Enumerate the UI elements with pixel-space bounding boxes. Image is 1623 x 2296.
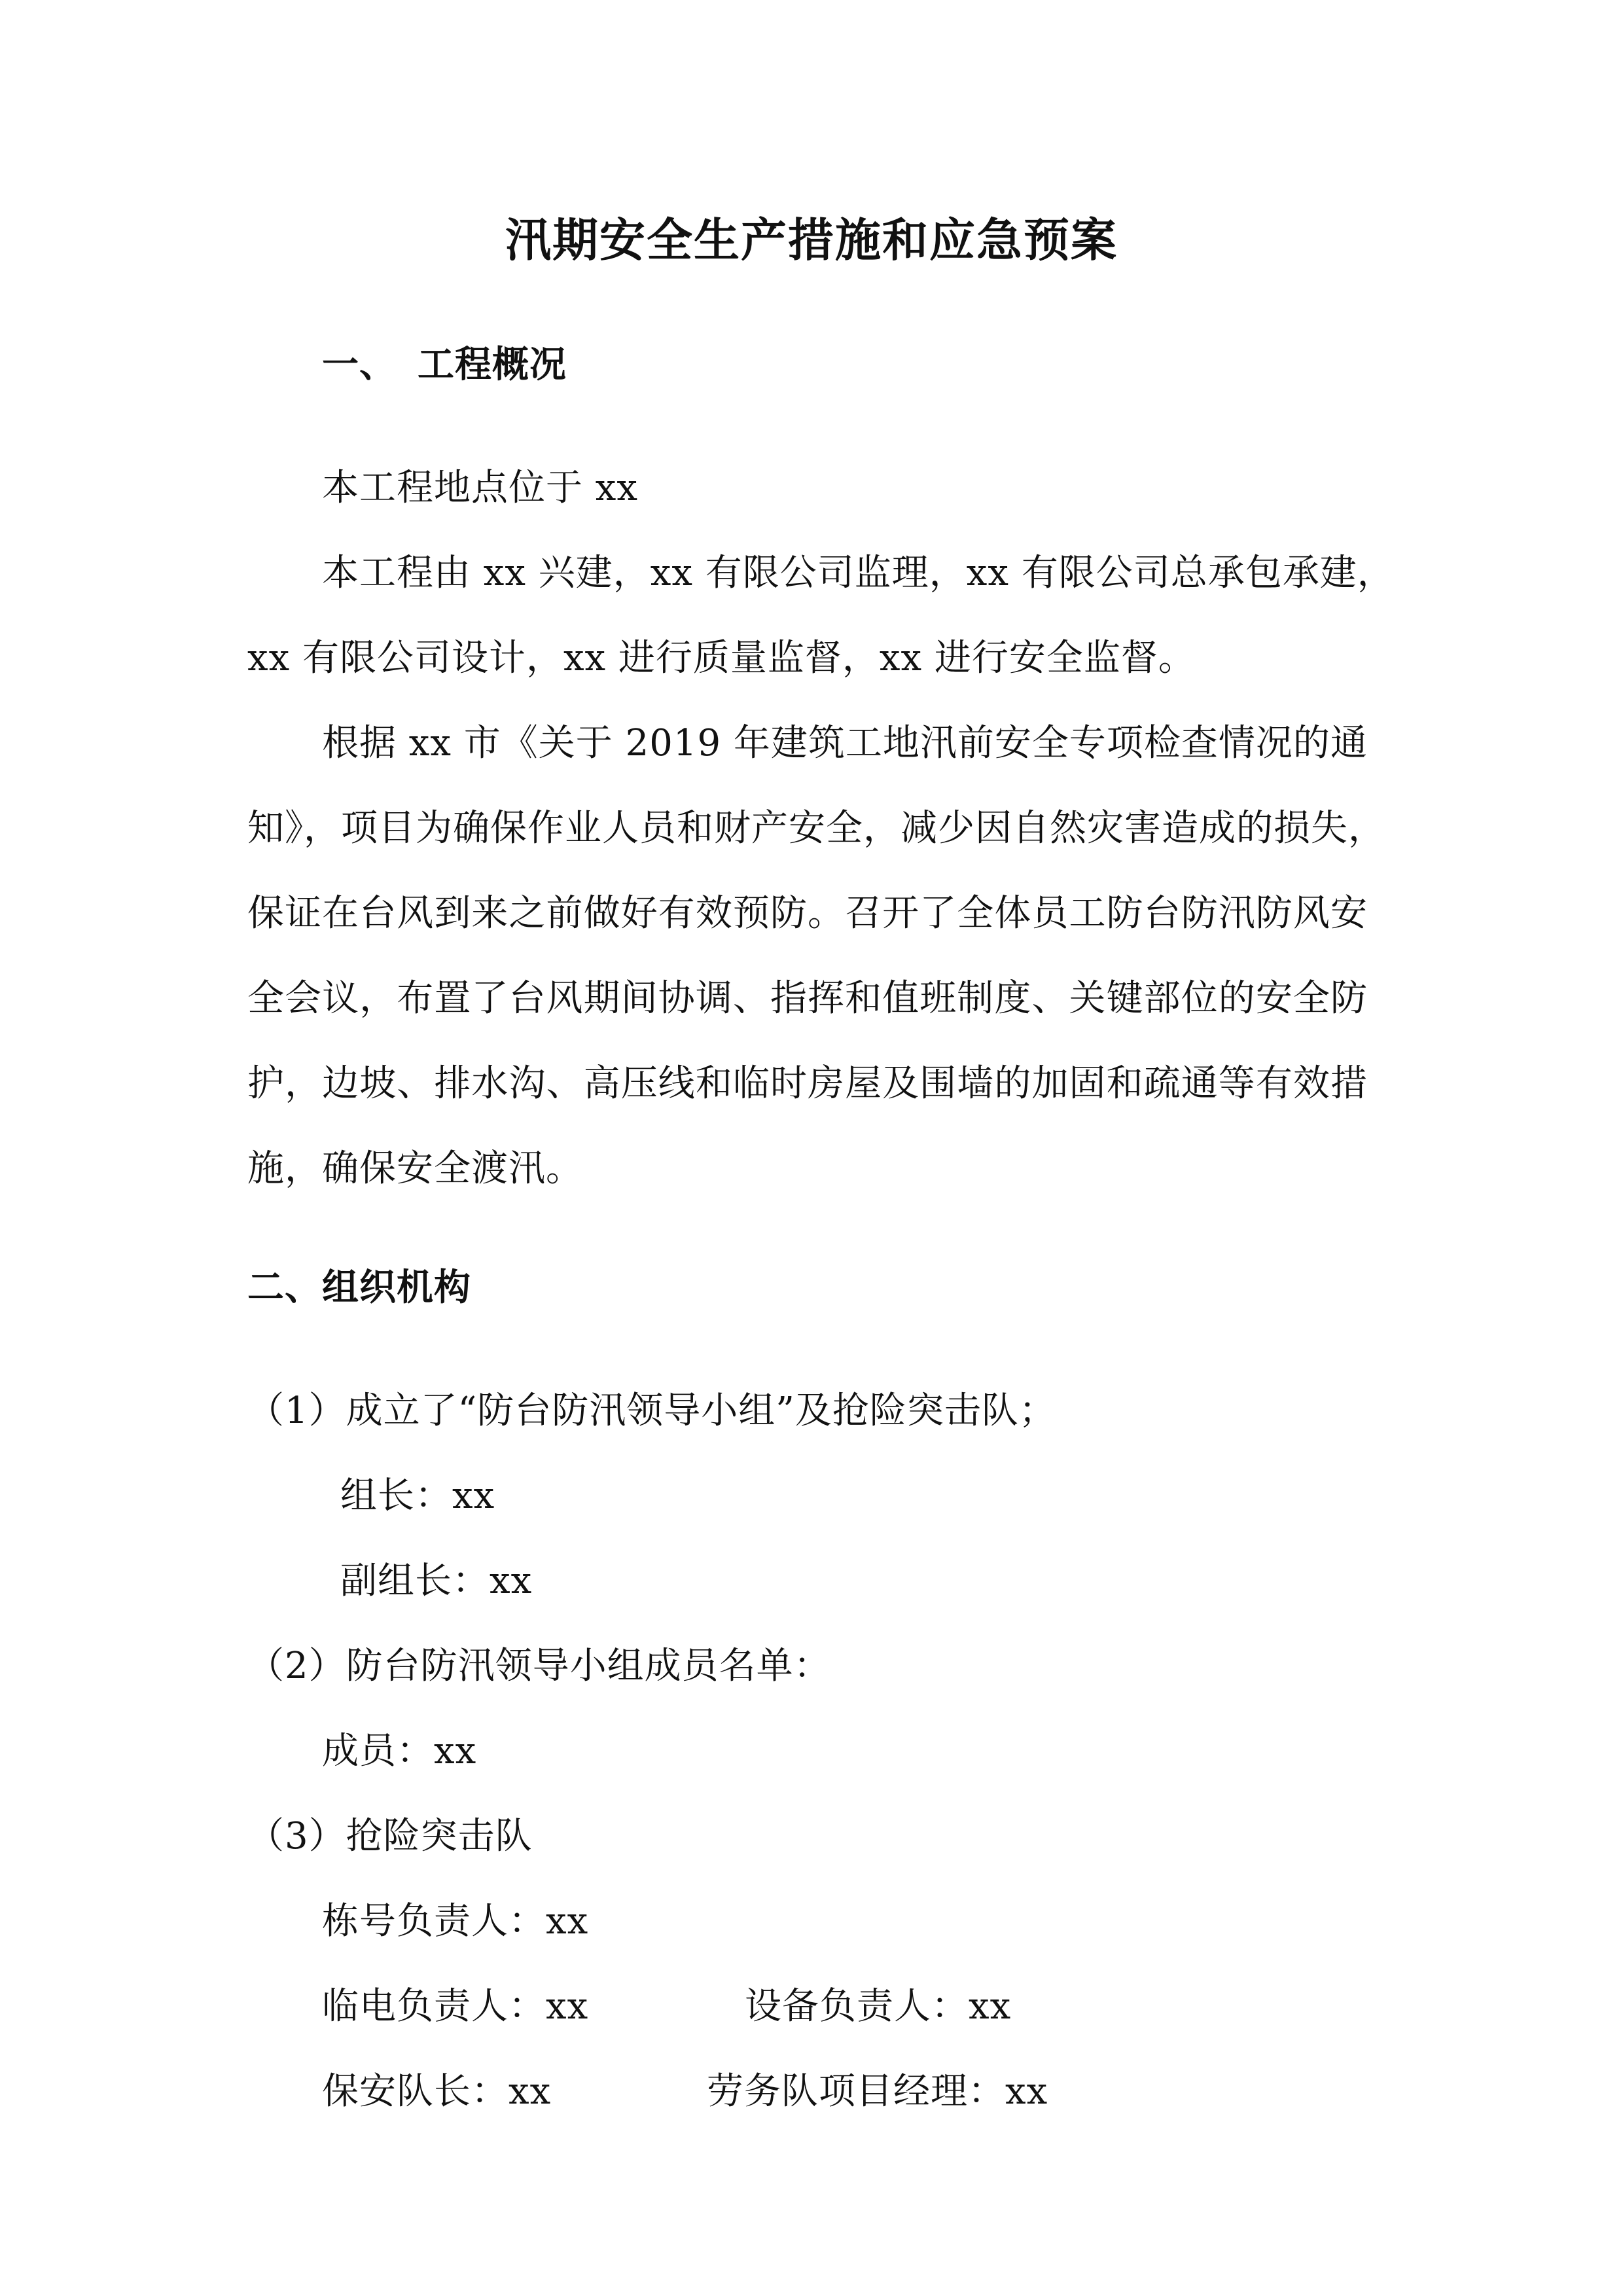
section1-heading-number: 一、 (322, 344, 397, 386)
section1-heading-text: 工程概况 (418, 344, 567, 386)
section2-leader: 组长：xx (340, 1475, 495, 1517)
section1-para3-line5: 护，边坡、排水沟、高压线和临时房屋及围墙的加固和疏通等有效措 (247, 1062, 1368, 1105)
section1-para3-line1: 根据 xx 市《关于 2019 年建筑工地汛前安全专项检查情况的通 (322, 722, 1368, 764)
section1-para1: 本工程地点位于 xx (322, 467, 638, 509)
section2-item2: （2）防台防汛领导小组成员名单： (247, 1645, 831, 1687)
section2-building-lead: 栋号负责人：xx (322, 1900, 589, 1943)
section2-security-captain: 保安队长：xx (322, 2070, 552, 2113)
section1-para3-line4: 全会议，布置了台风期间协调、指挥和值班制度、关键部位的安全防 (247, 977, 1368, 1020)
section2-heading: 二、组织机构 (247, 1266, 471, 1309)
section2-item1: （1）成立了“防台防汛领导小组”及抢险突击队； (247, 1390, 1056, 1432)
section2-deputy-leader: 副组长：xx (340, 1560, 533, 1602)
section2-members: 成员：xx (322, 1730, 477, 1772)
section2-equipment-lead: 设备负责人：xx (745, 1985, 1012, 2028)
section1-para3-line6: 施，确保安全渡汛。 (247, 1147, 583, 1190)
document-title: 汛期安全生产措施和应急预案 (505, 213, 1118, 267)
section2-electric-lead: 临电负责人：xx (322, 1985, 589, 2028)
section1-para2-line1: 本工程由 xx 兴建，xx 有限公司监理，xx 有限公司总承包承建， (322, 552, 1395, 594)
section2-item3: （3）抢险突击队 (247, 1815, 533, 1857)
section2-labor-manager: 劳务队项目经理：xx (707, 2070, 1048, 2113)
section1-para3-line3: 保证在台风到来之前做好有效预防。召开了全体员工防台防汛防风安 (247, 892, 1368, 935)
section1-para2-line2: xx 有限公司设计，xx 进行质量监督，xx 进行安全监督。 (247, 637, 1196, 679)
section1-para3-line2: 知》，项目为确保作业人员和财产安全，减少因自然灾害造成的损失， (247, 807, 1385, 850)
